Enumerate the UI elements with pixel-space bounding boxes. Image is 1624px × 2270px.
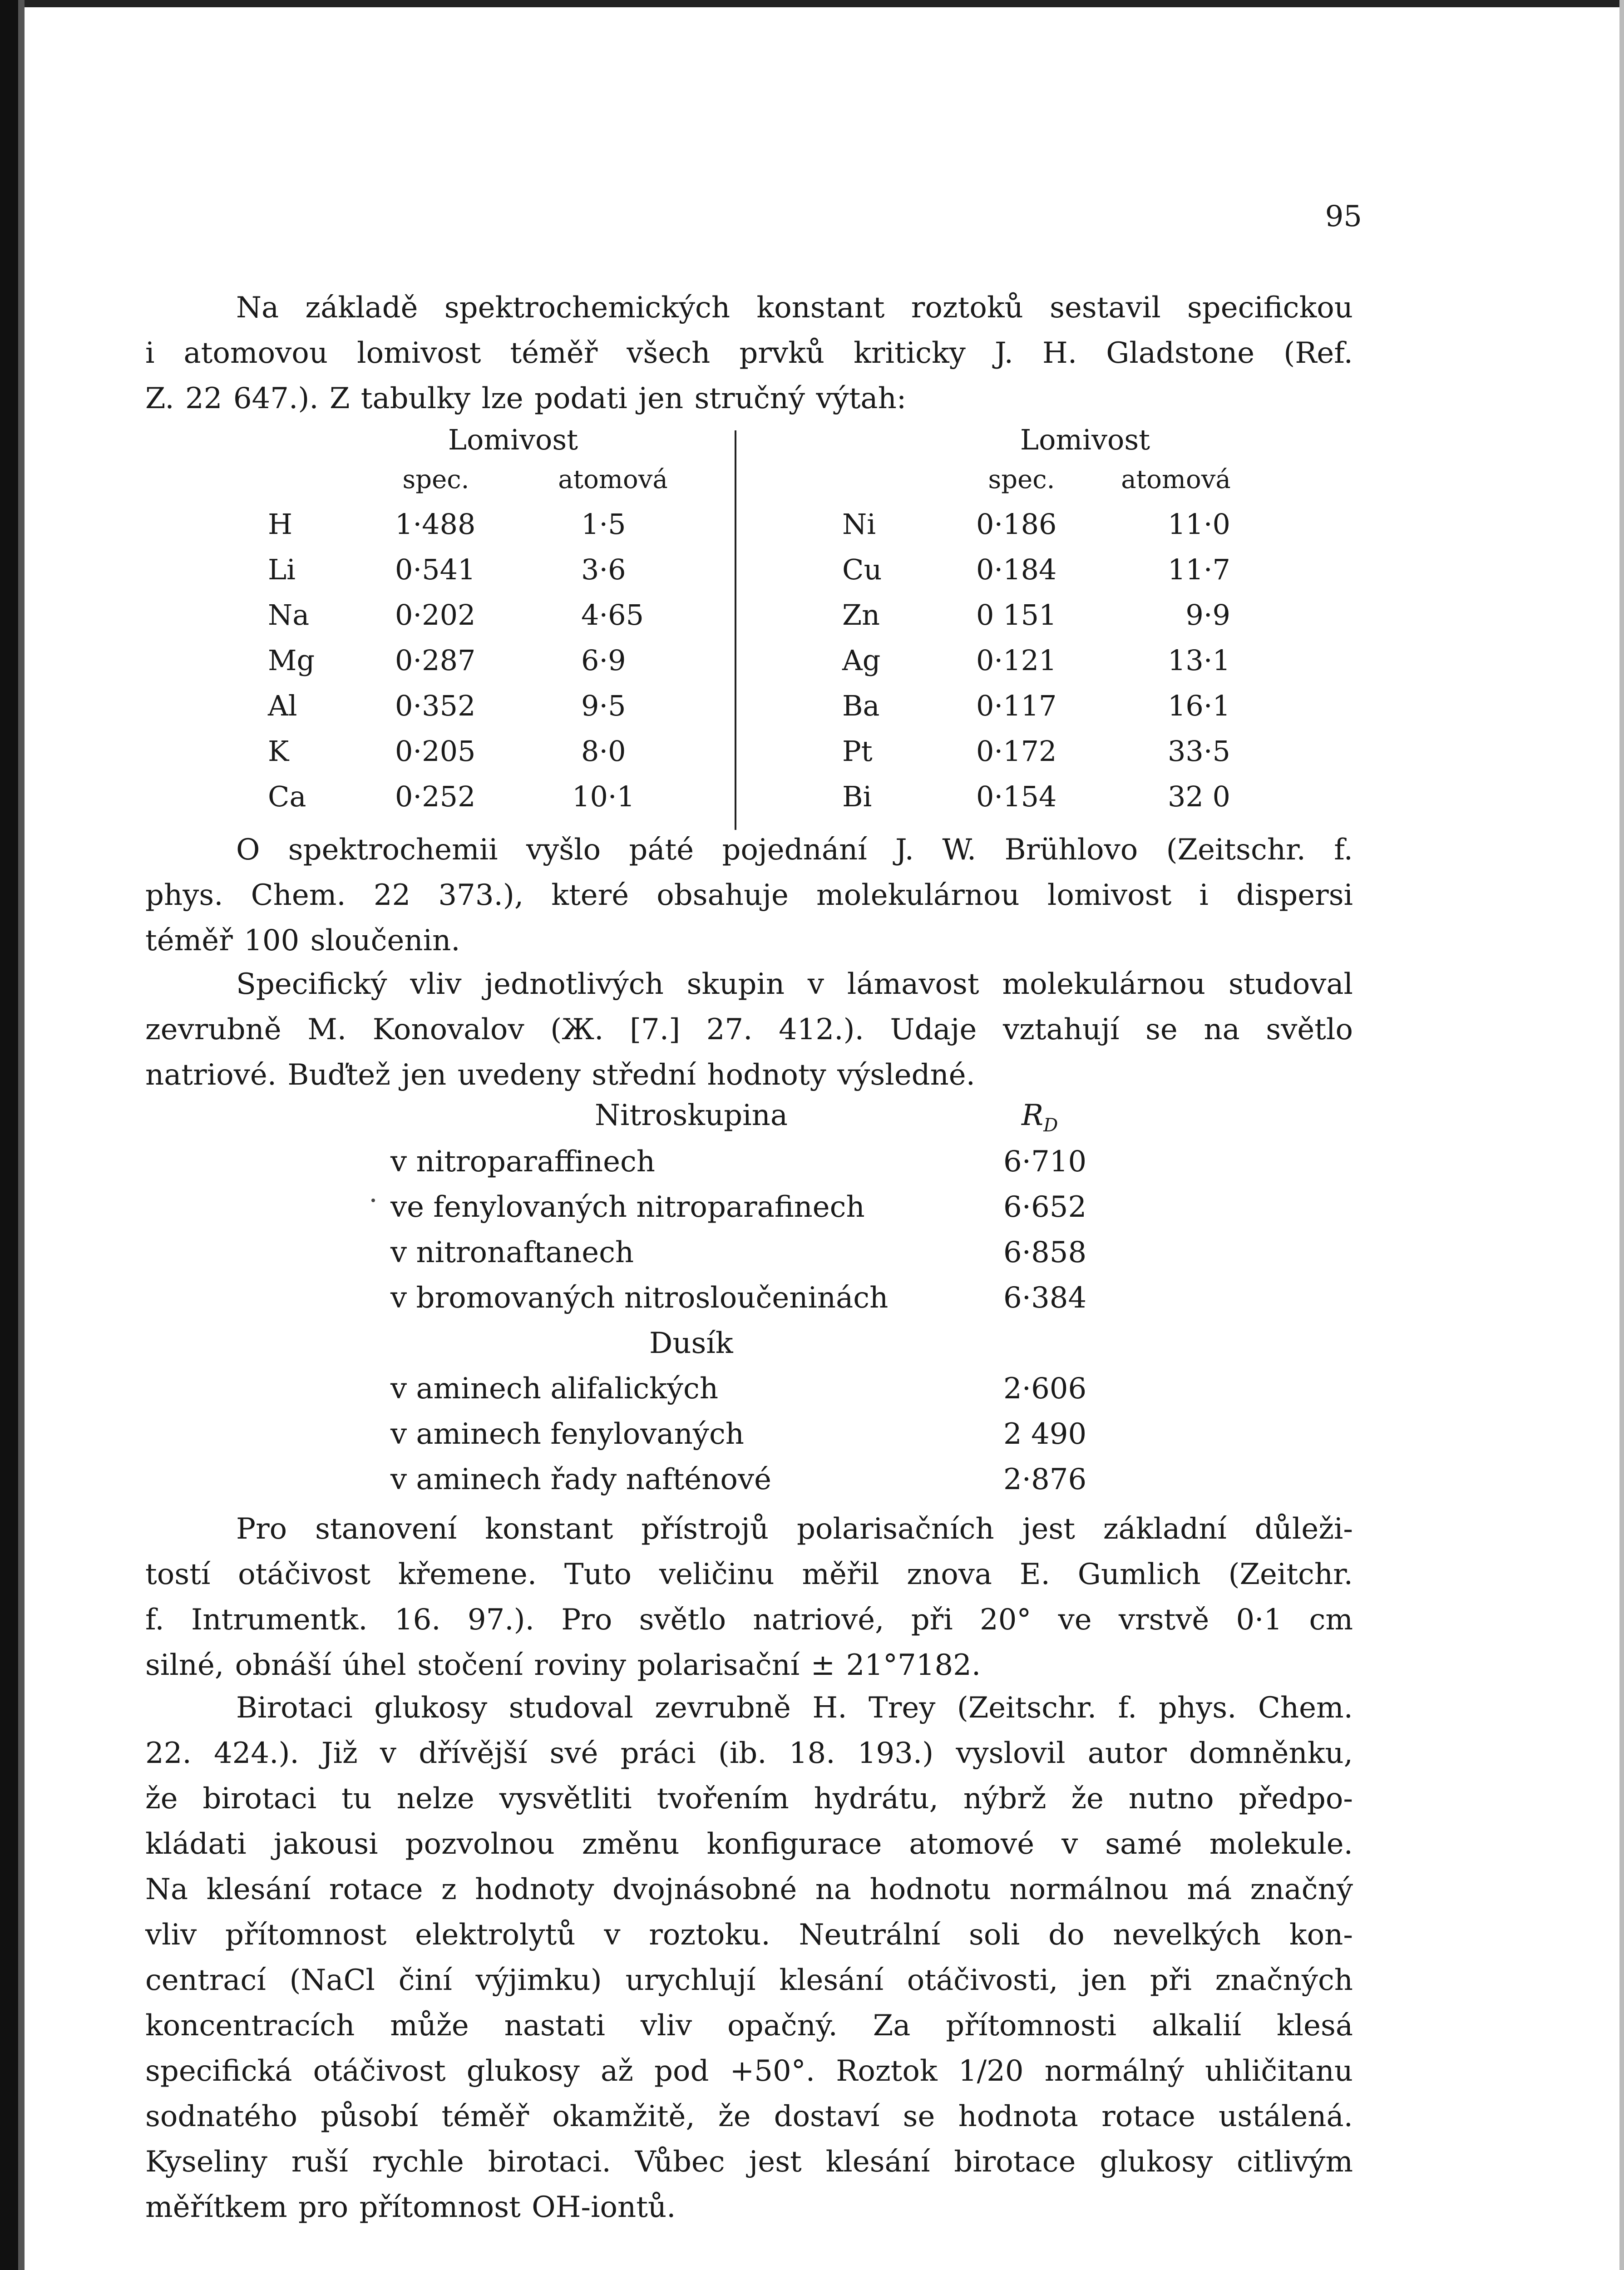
text-line: Kyseliny ruší rychle birotaci. Vůbec jest klesání birotace glukosy citlivým [145, 2145, 1353, 2179]
table1-element: Ca [268, 780, 306, 813]
table2-value-heading: $R_D$ [1022, 1099, 1058, 1136]
text-line: phys. Chem. 22 373.), které obsahuje molekulárnou lomivost i dispersi [145, 878, 1353, 912]
table2-heading-nitro: Nitroskupina [595, 1099, 788, 1132]
table1-element: Mg [268, 644, 315, 677]
text-line: vliv přítomnost elektrolytů v roztoku. Neutrální soli do nevelkých kon- [145, 1918, 1353, 1952]
scan-border-right [1619, 0, 1624, 2270]
table1-spec: 0·186 [976, 508, 1057, 541]
table2-label: ve fenylovaných nitroparafinech [390, 1190, 865, 1224]
table1-element: Li [268, 553, 296, 586]
table1-element: Na [268, 598, 310, 632]
intro-line: Na základě spektrochemických konstant roztoků sestavil specifickou [236, 291, 1353, 325]
table1-spec: 0·172 [976, 735, 1057, 768]
table1-atom: 16·1 [1167, 689, 1230, 722]
table2-label: v aminech fenylovaných [390, 1417, 744, 1451]
text-line: Na klesání rotace z hodnoty dvojnásobné na hodnotu normálnou má značný [145, 1873, 1353, 1906]
page-number: 95 [1325, 200, 1362, 233]
scan-border-left-inner [18, 0, 25, 2270]
text-line: O spektrochemii vyšlo páté pojednání J. W. Brühlovo (Zeitschr. f. [236, 833, 1353, 867]
paragraph-glucose [145, 1685, 1353, 2230]
text-line: natriové. Buďtež jen uvedeny střední hodnoty výsledné. [145, 1058, 975, 1092]
paragraph-spectrochemistry [145, 827, 1353, 963]
text-line: tostí otáčivost křemene. Tuto veličinu měřil znova E. Gumlich (Zeitchr. [145, 1558, 1353, 1591]
table2-heading-nitrogen: Dusík [649, 1327, 733, 1360]
table1-atom: 33·5 [1167, 735, 1230, 768]
table1-header-left: Lomivost [448, 423, 578, 456]
table1-spec: 0·541 [395, 553, 476, 586]
table1-spec: 0·117 [976, 689, 1057, 722]
table1-atom: 32 0 [1167, 780, 1230, 813]
table1-element: H [268, 508, 293, 541]
table1-spec: 0·252 [395, 780, 476, 813]
table1-element: Ag [842, 644, 881, 677]
text-line: že birotaci tu nelze vysvětliti tvořením hydrátu, nýbrž že nutno předpo- [145, 1782, 1353, 1816]
text-line: centrací (NaCl činí výjimku) urychlují klesání otáčivosti, jen při značných [145, 1964, 1353, 1997]
scan-border-left [0, 0, 18, 2270]
table2-value: 2·606 [1003, 1372, 1087, 1406]
table1-atom: 4·65 [581, 598, 644, 632]
table1-divider [735, 430, 736, 830]
table1-atom: 3·6 [581, 553, 626, 586]
table1-spec: 0·202 [395, 598, 476, 632]
scan-border-top [0, 0, 1624, 7]
table1-col-atom-right: atomová [1121, 465, 1231, 494]
table1-spec: 0·287 [395, 644, 476, 677]
table1-element: Ni [842, 508, 876, 541]
text-line: specifická otáčivost glukosy až pod +50°. Roztok 1/20 normálný uhličitanu [145, 2054, 1353, 2088]
table1-element: Ba [842, 689, 880, 722]
table1-element: Al [268, 689, 297, 722]
table1-spec: 0·184 [976, 553, 1057, 586]
table1-spec: 0 151 [976, 598, 1057, 632]
table2-label: v bromovaných nitrosloučeninách [390, 1281, 889, 1315]
table2-label: v aminech řady nafténové [390, 1463, 771, 1496]
table1-spec: 0·352 [395, 689, 476, 722]
paragraph-konovalov [145, 962, 1353, 1098]
table1-atom: 10·1 [572, 780, 635, 813]
table2-label: v nitroparaffinech [390, 1145, 655, 1179]
table1-col-spec-right: spec. [988, 465, 1055, 494]
table2-value: 6·384 [1003, 1281, 1087, 1315]
table2-label: v aminech alifalických [390, 1372, 719, 1406]
table1-element: K [268, 735, 289, 768]
table1-header-right: Lomivost [1020, 423, 1150, 456]
table1-atom: 13·1 [1167, 644, 1230, 677]
table1-atom: 1·5 [581, 508, 626, 541]
table1-element: Cu [842, 553, 882, 586]
text-line: koncentracích může nastati vliv opačný. Za přítomnosti alkalií klesá [145, 2009, 1353, 2043]
table1-element: Pt [842, 735, 873, 768]
text-line: měřítkem pro přítomnost OH-iontů. [145, 2191, 676, 2224]
table1-spec: 0·121 [976, 644, 1057, 677]
table1-atom: 6·9 [581, 644, 626, 677]
table2-value: 6·652 [1003, 1190, 1087, 1224]
table1-atom: 9·9 [1185, 598, 1230, 632]
table2-value: 6·710 [1003, 1145, 1087, 1179]
table2-value: 2·876 [1003, 1463, 1087, 1496]
table1-element: Bi [842, 780, 872, 813]
text-line: f. Intrumentk. 16. 97.). Pro světlo natriové, při 20° ve vrstvě 0·1 cm [145, 1603, 1353, 1637]
text-line: 22. 424.). Již v dřívější své práci (ib. 18. 193.) vyslovil autor domněnku, [145, 1737, 1353, 1770]
text-line: zevrubně M. Konovalov (Ж. [7.] 27. 412.). Udaje vztahují se na světlo [145, 1013, 1353, 1046]
intro-line: i atomovou lomivost téměř všech prvků kriticky J. H. Gladstone (Ref. [145, 336, 1353, 370]
text-line: téměř 100 sloučenin. [145, 924, 460, 957]
stray-mark [371, 1199, 375, 1202]
text-line: kládati jakousi pozvolnou změnu konfigurace atomové v samé molekule. [145, 1827, 1353, 1861]
table1-col-spec-left: spec. [402, 465, 469, 494]
intro-line: Z. 22 647.). Z tabulky lze podati jen stručný výtah: [145, 382, 907, 415]
text-line: sodnatého působí téměř okamžitě, že dostaví se hodnota rotace ustálená. [145, 2100, 1353, 2133]
table1-spec: 0·154 [976, 780, 1057, 813]
table1-atom: 8·0 [581, 735, 626, 768]
table2-value: 2 490 [1003, 1417, 1087, 1451]
table1-spec: 0·205 [395, 735, 476, 768]
table1-atom: 11·7 [1167, 553, 1230, 586]
table1-element: Zn [842, 598, 880, 632]
text-line: Specifický vliv jednotlivých skupin v lámavost molekulárnou studoval [236, 967, 1353, 1001]
table1-atom: 9·5 [581, 689, 626, 722]
intro-paragraph [145, 285, 1353, 421]
table2-value: 6·858 [1003, 1236, 1087, 1269]
table2-label: v nitronaftanech [390, 1236, 634, 1269]
table1-atom: 11·0 [1167, 508, 1230, 541]
text-line: silné, obnáší úhel stočení roviny polarisační ± 21°7182. [145, 1648, 981, 1682]
text-line: Birotaci glukosy studoval zevrubně H. Trey (Zeitschr. f. phys. Chem. [236, 1691, 1353, 1725]
text-line: Pro stanovení konstant přístrojů polarisačních jest základní důleži- [236, 1512, 1353, 1546]
paragraph-quartz [145, 1506, 1353, 1688]
table1-col-atom-left: atomová [558, 465, 668, 494]
table1-spec: 1·488 [395, 508, 476, 541]
